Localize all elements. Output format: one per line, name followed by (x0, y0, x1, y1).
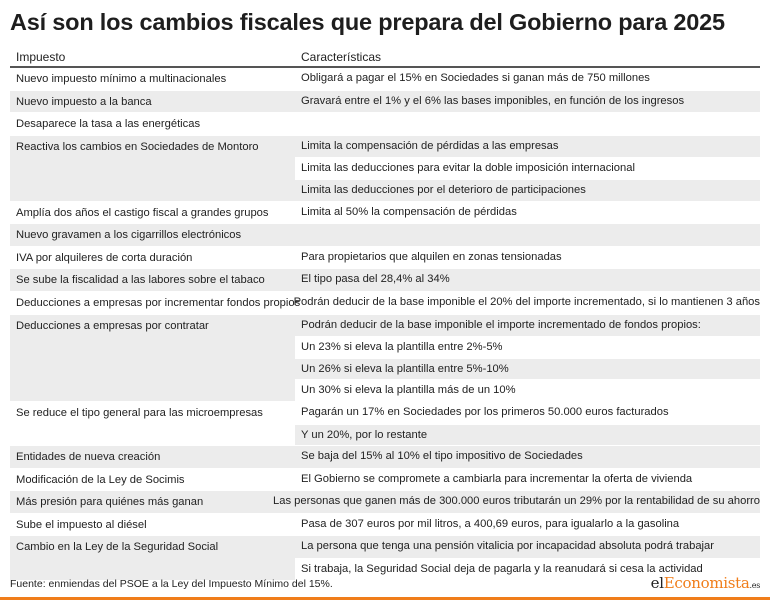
caracteristica-line: Pasa de 307 euros por mil litros, a 400,69 euros, para igualarlo a la gasolina (301, 517, 680, 530)
brand-part-economista: Economista (663, 574, 750, 592)
table-row (10, 224, 760, 247)
row-caracteristicas-cell (295, 247, 760, 269)
row-caracteristicas-cell (288, 292, 760, 314)
impuesto-text: Se reduce el tipo general para las microempresas (16, 406, 263, 419)
row-impuesto-cell (10, 469, 295, 491)
row-caracteristicas-cell (295, 514, 760, 536)
row-caracteristicas-cell (267, 491, 760, 513)
table-row (10, 202, 760, 225)
caracteristica-line: El tipo pasa del 28,4% al 34% (295, 269, 760, 291)
impuesto-text: Entidades de nueva creación (16, 451, 161, 464)
table-row (10, 514, 760, 537)
table-row (10, 446, 760, 469)
row-caracteristicas-cell (295, 402, 760, 445)
impuesto-text: Desaparece la tasa a las energéticas (16, 118, 201, 131)
impuesto-text: Nuevo impuesto a la banca (16, 95, 152, 108)
table-row (10, 491, 760, 514)
caracteristica-line (295, 224, 760, 246)
brand-logo (651, 574, 760, 592)
row-impuesto-cell (10, 315, 295, 401)
table-row (10, 247, 760, 270)
row-caracteristicas-cell (295, 68, 760, 90)
caracteristica-line: Gravará entre el 1% y el 6% las bases imponibles, en función de los ingresos (295, 91, 760, 113)
column-header-caracteristicas: Características (301, 50, 382, 64)
row-caracteristicas-cell (295, 113, 760, 135)
row-impuesto-cell (10, 247, 295, 269)
row-impuesto-cell (10, 292, 301, 314)
caracteristica-line: El Gobierno se compromete a cambiarla para incrementar la oferta de vivienda (301, 472, 693, 485)
table-row (10, 536, 760, 580)
impuesto-text: Deducciones a empresas por contratar (16, 319, 209, 332)
row-impuesto-cell (10, 136, 295, 201)
table-row (10, 402, 760, 446)
impuesto-text: Más presión para quiénes más ganan (16, 496, 204, 509)
row-caracteristicas-cell (295, 224, 760, 246)
source-note: Fuente: enmiendas del PSOE a la Ley del Impuesto Mínimo del 15%. (10, 578, 333, 590)
row-impuesto-cell (10, 446, 295, 468)
table-row (10, 269, 760, 292)
caracteristica-line: Limita las deducciones por el deterioro de participaciones (295, 179, 760, 201)
caracteristica-line: Un 26% si eleva la plantilla entre 5%-10% (295, 358, 760, 380)
row-caracteristicas-cell (295, 136, 760, 201)
caracteristica-line: Podrán deducir de la base imponible el 20% del importe incrementado, si lo mantienen 3 años (293, 295, 760, 308)
table-header (10, 44, 760, 68)
caracteristica-line: Y un 20%, por lo restante (295, 424, 760, 446)
caracteristica-line: Obligará a pagar el 15% en Sociedades si ganan más de 750 millones (301, 72, 650, 84)
impuesto-text: Nuevo impuesto mínimo a multinacionales (16, 73, 227, 85)
caracteristica-line: Pagarán un 17% en Sociedades por los primeros 50.000 euros facturados (301, 405, 669, 418)
row-impuesto-cell (10, 514, 295, 536)
row-caracteristicas-cell (295, 269, 760, 291)
caracteristica-line: Podrán deducir de la base imponible el importe incrementado de fondos propios: (295, 315, 760, 337)
brand-part-es: .es (749, 581, 760, 590)
caracteristica-line: Un 30% si eleva la plantilla más de un 10% (295, 379, 760, 401)
page-title: Así son los cambios fiscales que prepara del Gobierno para 2025 (10, 9, 725, 35)
table-row (10, 113, 760, 136)
row-caracteristicas-cell (295, 91, 760, 113)
row-caracteristicas-cell (295, 315, 760, 401)
caracteristica-line: Las personas que ganen más de 300.000 euros tributarán un 29% por la rentabilidad de su ahorro (267, 491, 760, 513)
table-row (10, 469, 760, 492)
caracteristica-line: La persona que tenga una pensión vitalicia por incapacidad absoluta podrá trabajar (295, 536, 760, 558)
impuesto-text: Cambio en la Ley de la Seguridad Social (16, 541, 219, 554)
table-row (10, 136, 760, 202)
table-row (10, 91, 760, 114)
row-impuesto-cell (10, 536, 295, 579)
row-impuesto-cell (10, 202, 295, 224)
caracteristica-line: Se baja del 15% al 10% el tipo impositivo de Sociedades (295, 446, 760, 468)
caracteristica-line: Limita al 50% la compensación de pérdidas (301, 205, 517, 218)
table-row (10, 315, 760, 402)
impuesto-text: Sube el impuesto al diésel (16, 518, 147, 531)
row-impuesto-cell (10, 269, 295, 291)
row-caracteristicas-cell (295, 202, 760, 224)
impuesto-text: Modificación de la Ley de Socimis (16, 473, 185, 486)
impuesto-text: Amplía dos años el castigo fiscal a grandes grupos (16, 206, 269, 219)
caracteristica-line: Limita la compensación de pérdidas a las empresas (295, 136, 760, 158)
caracteristica-line (295, 113, 760, 135)
row-impuesto-cell (10, 91, 295, 113)
column-header-impuesto: Impuesto (16, 50, 66, 64)
brand-part-el: el (650, 574, 664, 592)
table-body (10, 68, 760, 581)
table-row (10, 292, 760, 315)
row-caracteristicas-cell (295, 469, 760, 491)
row-impuesto-cell (10, 224, 295, 246)
row-impuesto-cell (10, 68, 295, 90)
table-row (10, 68, 760, 91)
caracteristica-line: Para propietarios que alquilen en zonas tensionadas (301, 250, 562, 263)
row-impuesto-cell (10, 113, 295, 135)
impuesto-text: Reactiva los cambios en Sociedades de Montoro (16, 140, 259, 153)
caracteristica-line: Si trabaja, la Seguridad Social deja de pagarla y la reanudará si cesa la actividad (295, 558, 760, 580)
impuesto-text: Se sube la fiscalidad a las labores sobre el tabaco (16, 274, 265, 287)
impuesto-text: IVA por alquileres de corta duración (16, 251, 193, 264)
impuesto-text: Deducciones a empresas por incrementar fondos propios (16, 296, 301, 309)
row-caracteristicas-cell (295, 446, 760, 468)
caracteristica-line: Limita las deducciones para evitar la doble imposición internacional (295, 157, 760, 179)
row-impuesto-cell (10, 491, 267, 513)
impuesto-text: Nuevo gravamen a los cigarrillos electrónicos (16, 229, 242, 242)
tax-table (10, 44, 760, 581)
row-impuesto-cell (10, 402, 295, 445)
caracteristica-line: Un 23% si eleva la plantilla entre 2%-5% (295, 336, 760, 358)
